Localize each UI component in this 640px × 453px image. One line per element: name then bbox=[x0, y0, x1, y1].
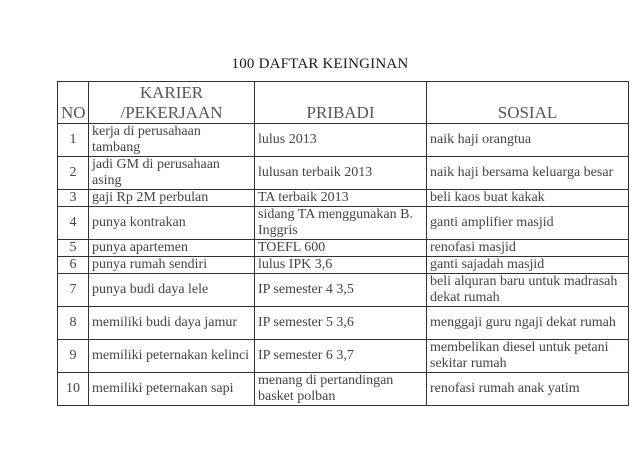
karier-cell: jadi GM di perusahaan asing bbox=[89, 157, 255, 190]
table-row bbox=[58, 190, 629, 207]
pribadi-cell: IP semester 4 3,5 bbox=[255, 274, 427, 307]
sosial-cell: renofasi masjid bbox=[427, 240, 629, 257]
karier-cell: punya rumah sendiri bbox=[89, 257, 255, 274]
pribadi-cell: IP semester 5 3,6 bbox=[255, 307, 427, 340]
row-number: 6 bbox=[58, 257, 89, 274]
karier-cell: punya budi daya lele bbox=[89, 274, 255, 307]
table-row bbox=[58, 157, 629, 190]
sosial-cell: beli alquran baru untuk madrasah dekat rumah bbox=[427, 274, 629, 307]
pribadi-cell: TOEFL 600 bbox=[255, 240, 427, 257]
pribadi-cell: TA terbaik 2013 bbox=[255, 190, 427, 207]
row-number: 7 bbox=[58, 274, 89, 307]
pribadi-cell: lulusan terbaik 2013 bbox=[255, 157, 427, 190]
table-row bbox=[58, 207, 629, 240]
row-number: 10 bbox=[58, 373, 89, 406]
sosial-cell: ganti amplifier masjid bbox=[427, 207, 629, 240]
row-number: 5 bbox=[58, 240, 89, 257]
karier-cell: gaji Rp 2M perbulan bbox=[89, 190, 255, 207]
pribadi-cell: lulus 2013 bbox=[255, 124, 427, 157]
row-number: 9 bbox=[58, 340, 89, 373]
karier-cell: kerja di perusahaan tambang bbox=[89, 124, 255, 157]
table-row bbox=[58, 340, 629, 373]
row-number: 1 bbox=[58, 124, 89, 157]
karier-cell: memiliki peternakan sapi bbox=[89, 373, 255, 406]
karier-cell: memiliki budi daya jamur bbox=[89, 307, 255, 340]
sosial-cell: beli kaos buat kakak bbox=[427, 190, 629, 207]
wish-list-table bbox=[57, 81, 629, 406]
header-sosial: SOSIAL bbox=[427, 82, 629, 124]
header-pribadi: PRIBADI bbox=[255, 82, 427, 124]
sosial-cell: naik haji bersama keluarga besar bbox=[427, 157, 629, 190]
karier-cell: punya apartemen bbox=[89, 240, 255, 257]
karier-cell: punya kontrakan bbox=[89, 207, 255, 240]
table-header-row bbox=[58, 82, 629, 124]
pribadi-cell: menang di pertandingan basket polban bbox=[255, 373, 427, 406]
sosial-cell: menggaji guru ngaji dekat rumah bbox=[427, 307, 629, 340]
karier-cell: memiliki peternakan kelinci bbox=[89, 340, 255, 373]
sosial-cell: ganti sajadah masjid bbox=[427, 257, 629, 274]
row-number: 8 bbox=[58, 307, 89, 340]
page-title: 100 DAFTAR KEINGINAN bbox=[231, 56, 409, 72]
pribadi-cell: sidang TA menggunakan B. Inggris bbox=[255, 207, 427, 240]
table-row bbox=[58, 307, 629, 340]
table-row bbox=[58, 124, 629, 157]
header-karier-line1: KARIER bbox=[139, 83, 204, 102]
pribadi-cell: lulus IPK 3,6 bbox=[255, 257, 427, 274]
header-no: NO bbox=[58, 82, 89, 124]
header-karier-line2: /PEKERJAAN bbox=[120, 103, 223, 122]
sosial-cell: naik haji orangtua bbox=[427, 124, 629, 157]
table-row bbox=[58, 274, 629, 307]
row-number: 2 bbox=[58, 157, 89, 190]
sosial-cell: membelikan diesel untuk petani sekitar rumah bbox=[427, 340, 629, 373]
table-row bbox=[58, 373, 629, 406]
row-number: 3 bbox=[58, 190, 89, 207]
header-karier bbox=[89, 82, 255, 124]
table-row bbox=[58, 240, 629, 257]
row-number: 4 bbox=[58, 207, 89, 240]
pribadi-cell: IP semester 6 3,7 bbox=[255, 340, 427, 373]
sosial-cell: renofasi rumah anak yatim bbox=[427, 373, 629, 406]
table-row bbox=[58, 257, 629, 274]
